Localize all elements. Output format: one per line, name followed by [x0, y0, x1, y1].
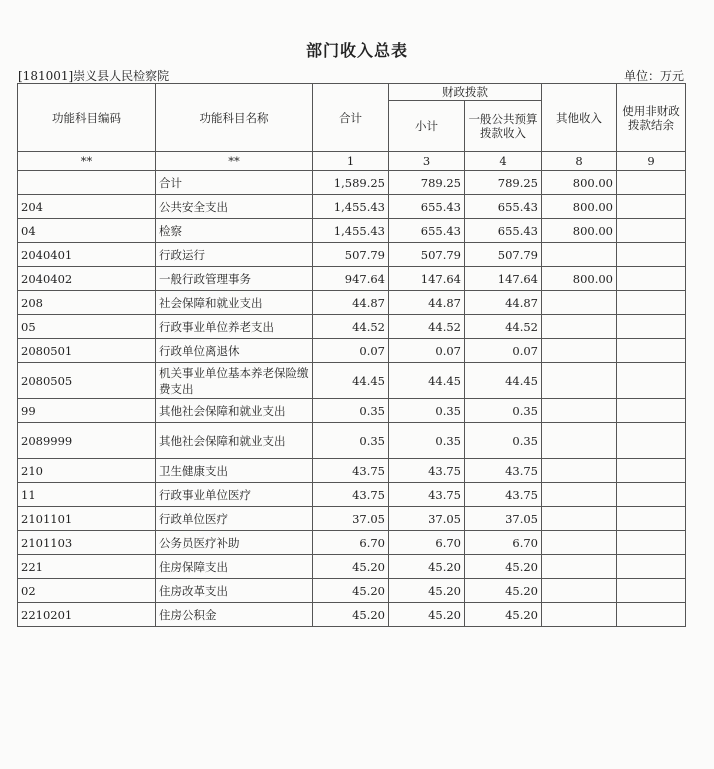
row-code: 208	[18, 291, 156, 315]
table-row	[18, 531, 686, 555]
row-nonfiscal	[617, 195, 686, 219]
row-name: 行政单位医疗	[156, 507, 313, 531]
header-other: 其他收入	[542, 84, 617, 152]
row-general: 44.45	[465, 363, 542, 399]
row-other	[542, 243, 617, 267]
row-nonfiscal	[617, 243, 686, 267]
row-total: 6.70	[313, 531, 389, 555]
row-subtotal: 44.87	[389, 291, 465, 315]
row-general: 43.75	[465, 483, 542, 507]
row-other: 800.00	[542, 195, 617, 219]
row-total: 0.35	[313, 399, 389, 423]
row-other	[542, 459, 617, 483]
header-code: 功能科目编码	[18, 84, 156, 152]
table-row	[18, 195, 686, 219]
row-name: 行政运行	[156, 243, 313, 267]
table-row	[18, 243, 686, 267]
row-code: 2080501	[18, 339, 156, 363]
row-total: 45.20	[313, 555, 389, 579]
table-row	[18, 267, 686, 291]
organization-label: [181001]崇义县人民检察院	[18, 69, 170, 83]
row-total: 947.64	[313, 267, 389, 291]
row-nonfiscal	[617, 339, 686, 363]
row-code: 2040401	[18, 243, 156, 267]
row-total: 0.07	[313, 339, 389, 363]
table-row	[18, 579, 686, 603]
row-subtotal: 0.35	[389, 423, 465, 459]
row-subtotal: 507.79	[389, 243, 465, 267]
row-subtotal: 43.75	[389, 483, 465, 507]
row-subtotal: 45.20	[389, 579, 465, 603]
table-row	[18, 399, 686, 423]
row-subtotal: 44.45	[389, 363, 465, 399]
index-cell: **	[156, 152, 313, 171]
row-code: 02	[18, 579, 156, 603]
table-row	[18, 507, 686, 531]
table-row	[18, 171, 686, 195]
row-subtotal: 44.52	[389, 315, 465, 339]
row-name: 其他社会保障和就业支出	[156, 423, 313, 459]
row-code: 2089999	[18, 423, 156, 459]
row-nonfiscal	[617, 399, 686, 423]
row-total: 44.87	[313, 291, 389, 315]
row-code: 221	[18, 555, 156, 579]
income-summary-table	[17, 83, 686, 627]
table-row	[18, 483, 686, 507]
row-subtotal: 37.05	[389, 507, 465, 531]
row-nonfiscal	[617, 603, 686, 627]
table-row	[18, 459, 686, 483]
row-other	[542, 531, 617, 555]
row-general: 0.07	[465, 339, 542, 363]
row-general: 655.43	[465, 219, 542, 243]
row-name: 住房保障支出	[156, 555, 313, 579]
row-nonfiscal	[617, 291, 686, 315]
row-general: 0.35	[465, 423, 542, 459]
row-name: 社会保障和就业支出	[156, 291, 313, 315]
row-total: 44.52	[313, 315, 389, 339]
row-nonfiscal	[617, 483, 686, 507]
row-subtotal: 0.35	[389, 399, 465, 423]
row-code: 2040402	[18, 267, 156, 291]
row-total: 43.75	[313, 483, 389, 507]
row-name: 公共安全支出	[156, 195, 313, 219]
row-name: 其他社会保障和就业支出	[156, 399, 313, 423]
row-total: 43.75	[313, 459, 389, 483]
row-code: 2101103	[18, 531, 156, 555]
row-name: 机关事业单位基本养老保险缴费支出	[156, 363, 313, 399]
header-fiscal: 财政拨款	[389, 84, 542, 101]
row-other	[542, 579, 617, 603]
table-row	[18, 603, 686, 627]
row-other	[542, 483, 617, 507]
row-other	[542, 555, 617, 579]
row-name: 检察	[156, 219, 313, 243]
row-name: 公务员医疗补助	[156, 531, 313, 555]
header-name: 功能科目名称	[156, 84, 313, 152]
index-cell: **	[18, 152, 156, 171]
row-general: 45.20	[465, 603, 542, 627]
row-subtotal: 0.07	[389, 339, 465, 363]
row-total: 1,589.25	[313, 171, 389, 195]
row-other	[542, 399, 617, 423]
row-other	[542, 315, 617, 339]
row-total: 45.20	[313, 603, 389, 627]
row-general: 789.25	[465, 171, 542, 195]
index-cell: 4	[465, 152, 542, 171]
row-general: 507.79	[465, 243, 542, 267]
header-general: 一般公共预算拨款收入	[465, 101, 542, 152]
row-nonfiscal	[617, 459, 686, 483]
row-other: 800.00	[542, 171, 617, 195]
header-subtotal: 小计	[389, 101, 465, 152]
row-other: 800.00	[542, 219, 617, 243]
row-subtotal: 43.75	[389, 459, 465, 483]
row-name: 住房改革支出	[156, 579, 313, 603]
row-other	[542, 603, 617, 627]
table-row	[18, 339, 686, 363]
table-row	[18, 291, 686, 315]
page-title: 部门收入总表	[305, 41, 408, 60]
row-code: 2101101	[18, 507, 156, 531]
row-other	[542, 291, 617, 315]
row-general: 45.20	[465, 579, 542, 603]
row-name: 住房公积金	[156, 603, 313, 627]
row-nonfiscal	[617, 531, 686, 555]
row-name: 行政单位离退休	[156, 339, 313, 363]
row-general: 43.75	[465, 459, 542, 483]
row-code: 99	[18, 399, 156, 423]
row-total: 0.35	[313, 423, 389, 459]
row-nonfiscal	[617, 555, 686, 579]
header-total: 合计	[313, 84, 389, 152]
row-subtotal: 45.20	[389, 555, 465, 579]
row-name: 行政事业单位医疗	[156, 483, 313, 507]
index-cell: 8	[542, 152, 617, 171]
row-code: 05	[18, 315, 156, 339]
unit-label: 单位：万元	[623, 69, 684, 83]
row-code: 2080505	[18, 363, 156, 399]
row-code: 04	[18, 219, 156, 243]
row-code	[18, 171, 156, 195]
row-nonfiscal	[617, 315, 686, 339]
row-general: 45.20	[465, 555, 542, 579]
row-general: 6.70	[465, 531, 542, 555]
row-name: 卫生健康支出	[156, 459, 313, 483]
row-other	[542, 339, 617, 363]
table-row	[18, 219, 686, 243]
row-nonfiscal	[617, 267, 686, 291]
index-cell: 1	[313, 152, 389, 171]
row-code: 2210201	[18, 603, 156, 627]
table-row	[18, 363, 686, 399]
row-total: 45.20	[313, 579, 389, 603]
table-row	[18, 423, 686, 459]
row-general: 44.87	[465, 291, 542, 315]
row-nonfiscal	[617, 171, 686, 195]
header-nonfiscal: 使用非财政拨款结余	[617, 84, 686, 152]
row-other	[542, 363, 617, 399]
index-cell: 3	[389, 152, 465, 171]
row-nonfiscal	[617, 363, 686, 399]
row-code: 204	[18, 195, 156, 219]
row-subtotal: 45.20	[389, 603, 465, 627]
table-row	[18, 555, 686, 579]
row-total: 1,455.43	[313, 219, 389, 243]
index-row	[18, 152, 686, 171]
row-total: 1,455.43	[313, 195, 389, 219]
row-subtotal: 655.43	[389, 195, 465, 219]
row-subtotal: 655.43	[389, 219, 465, 243]
table-row	[18, 315, 686, 339]
row-general: 655.43	[465, 195, 542, 219]
row-total: 507.79	[313, 243, 389, 267]
row-general: 147.64	[465, 267, 542, 291]
row-nonfiscal	[617, 507, 686, 531]
row-other	[542, 423, 617, 459]
row-subtotal: 789.25	[389, 171, 465, 195]
row-code: 210	[18, 459, 156, 483]
row-total: 44.45	[313, 363, 389, 399]
row-general: 0.35	[465, 399, 542, 423]
row-other	[542, 507, 617, 531]
row-nonfiscal	[617, 219, 686, 243]
row-code: 11	[18, 483, 156, 507]
row-total: 37.05	[313, 507, 389, 531]
row-name: 行政事业单位养老支出	[156, 315, 313, 339]
row-subtotal: 6.70	[389, 531, 465, 555]
row-general: 37.05	[465, 507, 542, 531]
index-cell: 9	[617, 152, 686, 171]
row-name: 合计	[156, 171, 313, 195]
row-nonfiscal	[617, 423, 686, 459]
row-general: 44.52	[465, 315, 542, 339]
row-other: 800.00	[542, 267, 617, 291]
row-nonfiscal	[617, 579, 686, 603]
row-name: 一般行政管理事务	[156, 267, 313, 291]
row-subtotal: 147.64	[389, 267, 465, 291]
